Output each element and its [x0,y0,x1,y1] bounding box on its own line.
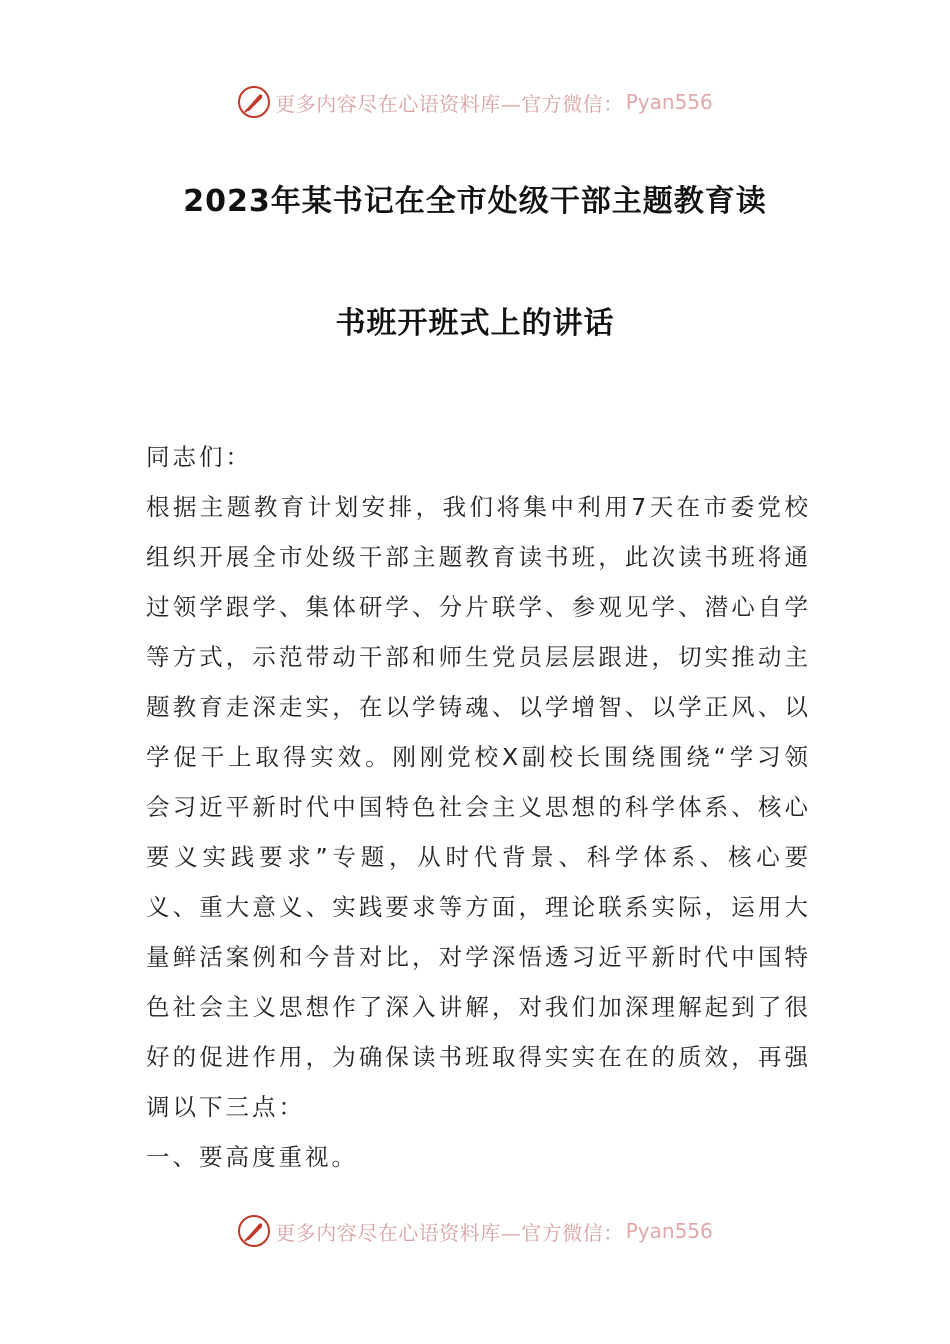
watermark-text: 更多内容尽在心语资料库—官方微信： [275,91,624,116]
watermark-wechat-id: Pyan556 [625,1219,713,1243]
watermark-text: 更多内容尽在心语资料库—官方微信： [275,1220,624,1245]
watermark-wechat-id: Pyan556 [625,90,713,114]
quill-logo-icon [237,85,271,119]
document-title-line-2: 书班开班式上的讲话 [335,306,615,341]
section-heading: 一、要高度重视。 [146,1143,358,1171]
document-body [146,432,811,1182]
watermark-header [0,82,950,122]
watermark-footer [0,1211,950,1251]
quill-logo-icon [237,1214,271,1248]
body-paragraph: 根据主题教育计划安排，我们将集中利用7天在市委党校组织开展全市处级干部主题教育读书班，此次读书班将通过领学跟学、集体研学、分片联学、参观见学、潜心自学等方式，示范带动干部和师生党员层层跟进，切实推动主题教育走深走实，在以学铸魂、以学增智、以学正风、以学促干上取得实效。刚刚党校X副校长围绕围绕“学习领会习近平新时代中国特色社会主义思想的科学体系、核心要义实践要求”专题，从时代背景、科学体系、核心要义、重大意义、实践要求等方面，理论联系实际，运用大量鲜活案例和今昔对比，对学深悟透习近平新时代中国特色社会主义思想作了深入讲解，对我们加深理解起到了很好的促进作用，为确保读书班取得实实在在的质效，再强调以下三点： [146,493,811,1121]
document-title-line-1: 2023年某书记在全市处级干部主题教育读 [183,184,767,219]
salutation: 同志们： [146,443,252,471]
